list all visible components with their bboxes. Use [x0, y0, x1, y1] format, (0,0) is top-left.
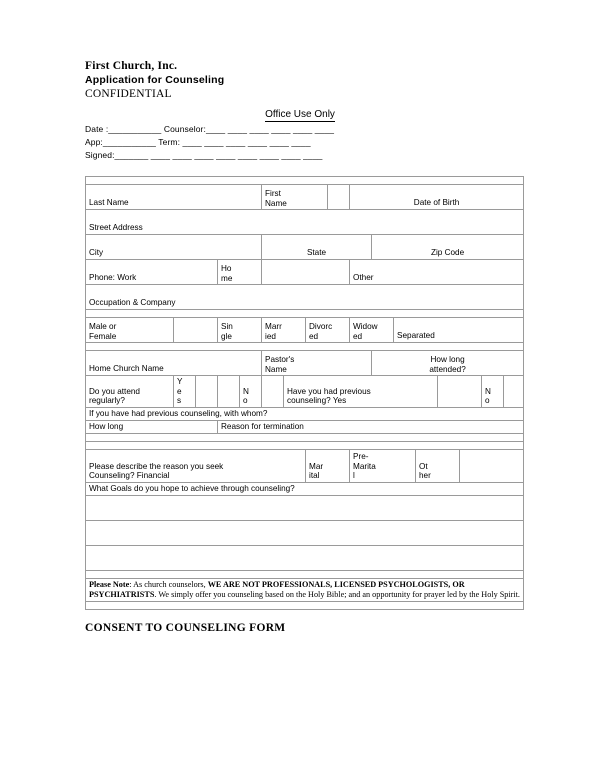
attend-no-option[interactable]: [240, 376, 262, 408]
table-row: [86, 433, 524, 441]
single-line1: Sin: [221, 322, 233, 331]
table-row: [86, 495, 524, 520]
prev-no-line2: o: [485, 396, 490, 405]
attend-yes-box[interactable]: [196, 376, 218, 408]
single-line2: gle: [221, 331, 232, 341]
how-long-label[interactable]: How long: [86, 420, 218, 433]
phone-home-line1: Ho: [221, 264, 232, 273]
prev-no-line1: N: [485, 386, 491, 396]
describe-reason-line2: Counseling? Financial: [89, 471, 170, 480]
spacer-cell: [86, 433, 524, 441]
please-note-block: [86, 578, 524, 601]
office-use-text: Office Use Only: [265, 109, 335, 120]
spacer-cell: [86, 601, 524, 609]
table-row: [86, 420, 524, 433]
single-option[interactable]: [218, 318, 262, 343]
pastors-name-label[interactable]: [262, 351, 372, 376]
spacer-cell: [86, 343, 524, 351]
divorced-line1: Divorc: [309, 322, 333, 331]
table-row: [86, 343, 524, 351]
attend-regularly-line2: regularly?: [89, 396, 125, 405]
previous-with-whom-label[interactable]: If you have had previous counseling, with whom?: [86, 407, 524, 420]
office-line-1: Date :___________ Counselor:____ ____ ____ ____ ____ ____: [85, 124, 335, 134]
how-long-attended-line1: How long: [430, 355, 465, 364]
table-row: [86, 441, 524, 449]
phone-home-value[interactable]: [262, 260, 350, 285]
married-line1: Marr: [265, 322, 282, 331]
please-note-part2: . We simply offer you counseling based on the Holy Bible; and an opportunity for prayer led by the Holy Spirit.: [154, 589, 520, 599]
widowed-option[interactable]: [350, 318, 394, 343]
table-row: [86, 185, 524, 210]
spacer-cell: [86, 177, 524, 185]
table-row: [86, 482, 524, 495]
state-label[interactable]: State: [262, 235, 372, 260]
phone-home-label[interactable]: [218, 260, 262, 285]
yes-line2: e: [177, 386, 182, 396]
previous-counseling-no-option[interactable]: [482, 376, 504, 408]
table-row: [86, 570, 524, 578]
phone-work-label[interactable]: Phone: Work: [86, 260, 218, 285]
table-row: [86, 376, 524, 408]
office-line-2: App:___________ Term: ____ ____ ____ ____ ____ ____: [85, 137, 311, 147]
table-row: [86, 177, 524, 185]
table-row: [86, 351, 524, 376]
how-long-attended-line2: attended?: [429, 364, 466, 374]
previous-counseling-yes-box[interactable]: [438, 376, 482, 408]
premarital-line1: Pre-: [353, 452, 369, 461]
previous-counseling-line1: Have you had previous: [287, 386, 371, 396]
attend-blank-box[interactable]: [218, 376, 240, 408]
premarital-option[interactable]: [350, 449, 416, 482]
pastors-name-line2: Name: [265, 364, 287, 374]
spacer-cell: [86, 441, 524, 449]
divorced-line2: ed: [309, 331, 319, 341]
org-name: First Church, Inc.: [85, 60, 178, 72]
yes-line3: s: [177, 396, 182, 405]
doc-title: Application for Counseling: [85, 73, 225, 86]
confidential-label: CONFIDENTIAL: [85, 88, 172, 100]
phone-other-label[interactable]: Other: [350, 260, 524, 285]
goals-label[interactable]: What Goals do you hope to achieve through counseling?: [86, 482, 524, 495]
widowed-line2: ed: [353, 331, 363, 341]
first-name-label[interactable]: [262, 185, 328, 210]
divorced-option[interactable]: [306, 318, 350, 343]
table-row: [86, 520, 524, 545]
office-line-3: Signed:_______ ____ ____ ____ ____ ____ ____ ____ ____: [85, 150, 323, 160]
reason-termination-label[interactable]: Reason for termination: [218, 420, 524, 433]
describe-reason-label[interactable]: [86, 449, 306, 482]
please-note-lead: Please Note: [89, 579, 130, 589]
no-line1: N: [243, 386, 249, 396]
yes-line1: Y: [177, 377, 183, 386]
spacer-cell: [86, 570, 524, 578]
gender-label[interactable]: [86, 318, 174, 343]
date-of-birth-label: Date of Birth: [350, 185, 524, 210]
office-use-heading: [85, 109, 515, 120]
previous-counseling-label[interactable]: [284, 376, 438, 408]
other-line1: Ot: [419, 461, 428, 471]
table-row: [86, 260, 524, 285]
previous-counseling-no-box[interactable]: [504, 376, 524, 408]
describe-reason-line1: Please describe the reason you seek: [89, 461, 224, 471]
first-name-label-line2: Name: [265, 198, 287, 208]
home-church-label[interactable]: Home Church Name: [86, 351, 262, 376]
last-name-label: Last Name: [86, 185, 262, 210]
table-row: [86, 235, 524, 260]
first-name-label-line1: First: [265, 189, 281, 198]
goals-answer-line-3[interactable]: [86, 545, 524, 570]
married-option[interactable]: [262, 318, 306, 343]
table-row: [86, 449, 524, 482]
city-label[interactable]: City: [86, 235, 262, 260]
gender-line2: Female: [89, 331, 117, 341]
spacer-cell: [86, 310, 524, 318]
table-row: [86, 601, 524, 609]
street-address-label[interactable]: Street Address: [86, 210, 524, 235]
attend-regularly-line1: Do you attend: [89, 386, 140, 396]
please-note-part1: : As church counselors,: [129, 579, 208, 589]
application-form-table: [85, 176, 524, 610]
zip-code-label[interactable]: Zip Code: [372, 235, 524, 260]
name-blank-cell[interactable]: [328, 185, 350, 210]
table-row: [86, 285, 524, 310]
widowed-line1: Widow: [353, 322, 378, 331]
how-long-attended-label[interactable]: [372, 351, 524, 376]
goals-answer-line-2[interactable]: [86, 520, 524, 545]
other-line2: her: [419, 471, 431, 480]
other-blank-cell[interactable]: [460, 449, 524, 482]
goals-answer-line-1[interactable]: [86, 495, 524, 520]
gender-line1: Male or: [89, 322, 117, 331]
premarital-line2: Marita: [353, 461, 376, 471]
other-option[interactable]: [416, 449, 460, 482]
attend-regularly-label[interactable]: [86, 376, 174, 408]
marital-line1: Mar: [309, 461, 324, 471]
marital-option[interactable]: [306, 449, 350, 482]
table-row: [86, 407, 524, 420]
marital-line2: ital: [309, 471, 320, 480]
consent-heading: CONSENT TO COUNSELING FORM: [85, 621, 286, 634]
no-line2: o: [243, 396, 248, 405]
occupation-label[interactable]: Occupation & Company: [86, 285, 524, 310]
table-row: [86, 545, 524, 570]
separated-option[interactable]: Separated: [394, 318, 524, 343]
please-note-bold: WE ARE NOT PROFESSIONALS, LICENSED PSYCHOLOGISTS, OR PSYCHIATRISTS: [89, 579, 465, 599]
married-line2: ied: [265, 331, 276, 341]
gender-blank[interactable]: [174, 318, 218, 343]
premarital-line3: l: [353, 471, 355, 480]
attend-no-box[interactable]: [262, 376, 284, 408]
attend-yes-option[interactable]: [174, 376, 196, 408]
phone-home-line2: me: [221, 273, 233, 283]
pastors-name-line1: Pastor's: [265, 355, 295, 364]
table-row: [86, 210, 524, 235]
table-row: [86, 310, 524, 318]
previous-counseling-line2: counseling? Yes: [287, 396, 347, 405]
table-row: [86, 318, 524, 343]
table-row: [86, 578, 524, 601]
